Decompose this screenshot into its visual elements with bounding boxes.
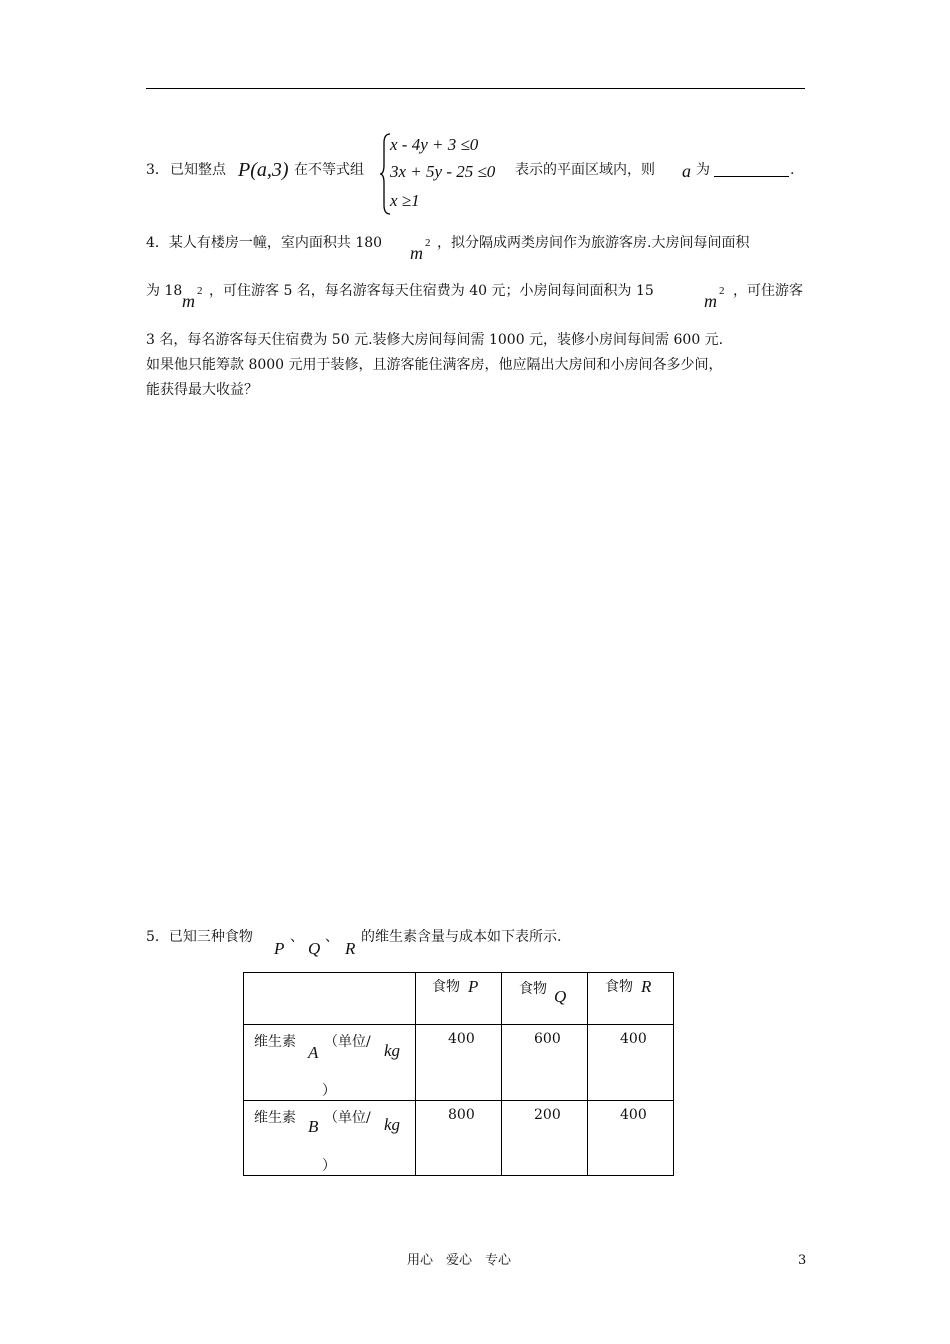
row-unit: kg [384, 1041, 401, 1060]
q4-unit-1: m [410, 243, 423, 263]
q4-line-1a: 4．某人有楼房一幢，室内面积共 180 [146, 235, 383, 251]
q5-text-2: 的维生素含量与成本如下表所示. [361, 929, 562, 945]
row-close: ） [322, 1158, 336, 1174]
q5-text-1: 5．已知三种食物 [146, 929, 253, 945]
q4-line-2c: ，可住游客 [733, 283, 803, 299]
q5-var-r: R [345, 939, 356, 958]
header-rule [146, 88, 805, 89]
footer-motto: 用心 爱心 专心 [407, 1253, 512, 1268]
page-number: 3 [798, 1253, 807, 1268]
row-var: A [308, 1043, 319, 1062]
q3-text-3: 表示的平面区域内，则 [515, 162, 655, 178]
row-var: B [308, 1117, 319, 1136]
value-cell [416, 1101, 502, 1176]
table-header-row [244, 973, 674, 1025]
row-label: 维生素 [254, 1034, 296, 1050]
table-row [244, 1101, 674, 1176]
row-unit: kg [384, 1115, 401, 1134]
cell-value: 600 [534, 1031, 561, 1047]
q3-number: 3． [146, 162, 169, 178]
q3-text-4: 为 [696, 162, 710, 178]
row-unit-prefix: （单位/ [324, 1034, 371, 1050]
cell-value: 400 [448, 1031, 475, 1047]
header-label: 食物 [605, 979, 633, 995]
q5-var-q: Q [308, 939, 321, 958]
table-corner-cell [244, 973, 416, 1025]
q4-sup-3: 2 [719, 285, 725, 297]
cell-value: 200 [534, 1107, 561, 1123]
table-header-cell [588, 973, 674, 1025]
row-label-cell [244, 1101, 416, 1176]
cell-value: 800 [448, 1107, 475, 1123]
cell-value: 400 [620, 1031, 647, 1047]
q3-inequality-2: 3x + 5y - 25 ≤0 [390, 162, 496, 181]
q3-inequality-3: x ≥1 [390, 191, 420, 210]
q5-sep-1: 、 [290, 929, 304, 945]
row-unit-prefix: （单位/ [324, 1110, 371, 1126]
header-label: 食物 [519, 981, 547, 997]
header-var: P [468, 977, 479, 996]
table-header-cell [502, 973, 588, 1025]
value-cell [588, 1025, 674, 1101]
q5-sep-2: 、 [325, 929, 339, 945]
row-close: ） [322, 1083, 336, 1099]
q4-sup-2: 2 [197, 285, 203, 297]
q3-variable: a [682, 161, 691, 181]
cell-value: 400 [620, 1107, 647, 1123]
row-label-cell [244, 1025, 416, 1101]
q4-line-3: 3 名，每名游客每天住宿费为 50 元.装修大房间每间需 1000 元，装修小房间每间需 600 元. [146, 332, 724, 348]
value-cell [502, 1025, 588, 1101]
q4-unit-2: m [182, 291, 195, 311]
q3-period: . [790, 162, 795, 178]
q4-line-2a: 为 18 [146, 283, 183, 299]
q4-line-5: 能获得最大收益？ [146, 382, 258, 398]
q5-var-p: P [274, 939, 285, 958]
q4-sup-1: 2 [425, 237, 431, 249]
q3-inequality-1: x - 4y + 3 ≤0 [390, 135, 479, 154]
header-var: R [641, 977, 652, 996]
header-label: 食物 [432, 979, 460, 995]
q3-text-2: 在不等式组 [294, 162, 364, 178]
header-var: Q [554, 987, 567, 1006]
value-cell [416, 1025, 502, 1101]
q4-line-4: 如果他只能筹款 8000 元用于装修，且游客能住满客房，他应隔出大房间和小房间各多少间， [146, 357, 723, 373]
q4-unit-3: m [704, 291, 717, 311]
q3-answer-blank [714, 164, 789, 177]
q4-line-2b: ，可住游客 5 名，每名游客每天住宿费为 40 元；小房间每间面积为 15 [209, 283, 654, 299]
table-row [244, 1025, 674, 1101]
row-label: 维生素 [254, 1110, 296, 1126]
q3-point: P(a,3) [238, 159, 289, 181]
vitamin-table [243, 972, 674, 1176]
q3-text-1: 已知整点 [170, 162, 226, 178]
q4-line-1b: ，拟分隔成两类房间作为旅游客房.大房间每间面积 [437, 235, 750, 251]
value-cell [588, 1101, 674, 1176]
value-cell [502, 1101, 588, 1176]
table-header-cell [416, 973, 502, 1025]
